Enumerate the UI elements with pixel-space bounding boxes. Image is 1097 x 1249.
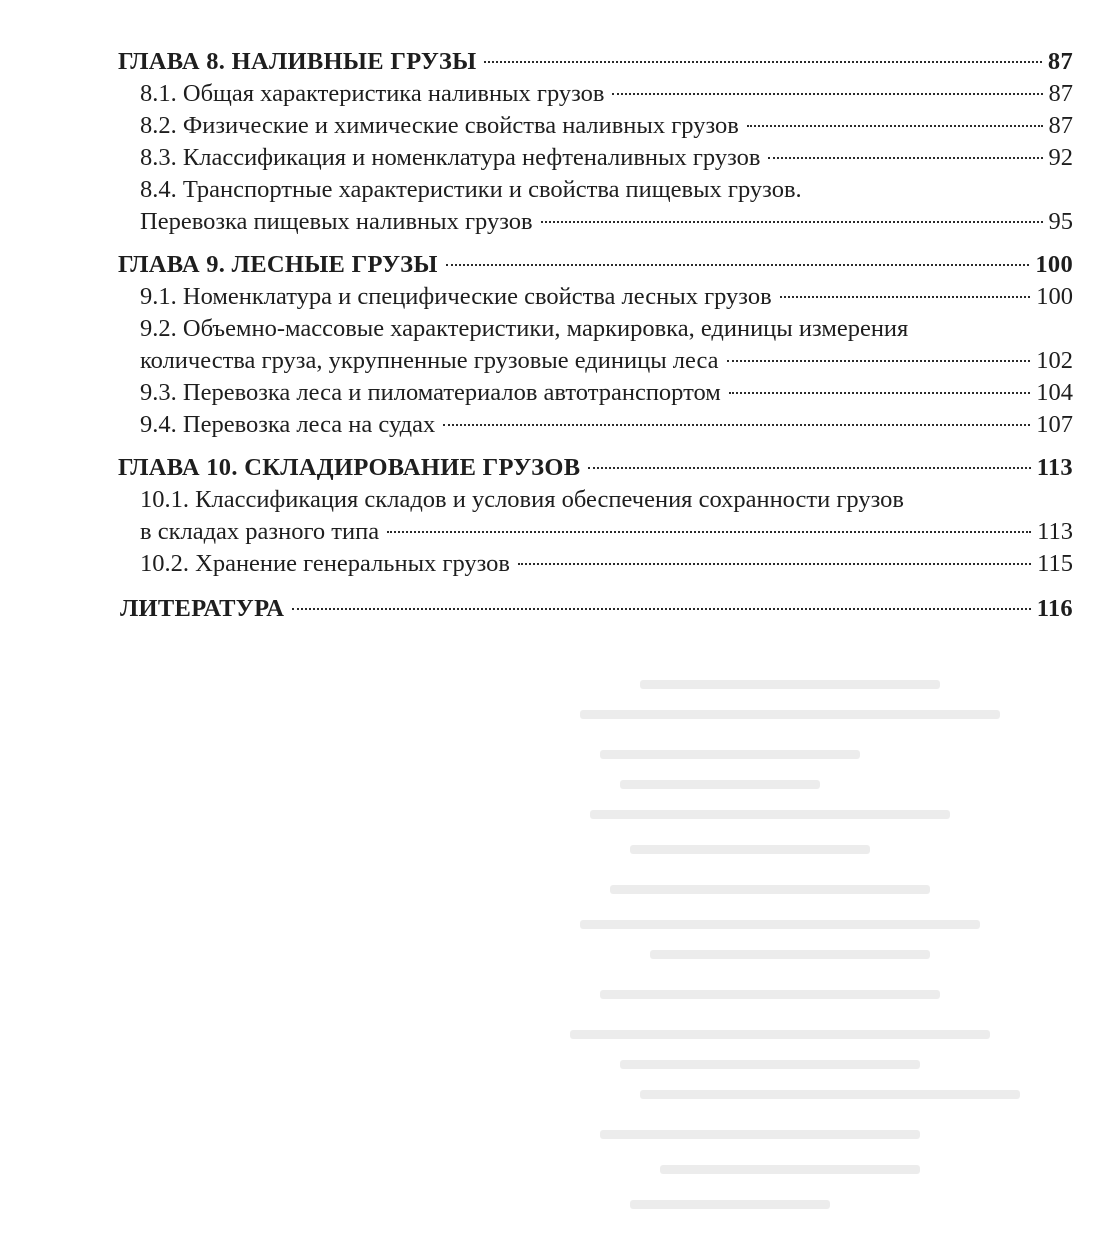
toc-entry-label: ГЛАВА 9. ЛЕСНЫЕ ГРУЗЫ xyxy=(118,251,438,278)
toc-entry-label: Перевозка пищевых наливных грузов xyxy=(140,208,533,235)
toc-entry-label: ГЛАВА 8. НАЛИВНЫЕ ГРУЗЫ xyxy=(118,48,477,75)
show-through-background xyxy=(560,650,1097,1249)
toc-entry-9-2-line1: 9.2. Объемно-массовые характеристики, маркировка, единицы измерения xyxy=(140,315,909,342)
toc-entry-9-3 xyxy=(140,378,1073,408)
toc-page-number: 115 xyxy=(1037,550,1073,577)
toc-page-number: 107 xyxy=(1036,411,1073,438)
dot-leader xyxy=(484,61,1041,63)
dot-leader xyxy=(443,424,1030,426)
dot-leader xyxy=(612,93,1042,95)
toc-page-number: 116 xyxy=(1036,595,1073,622)
dot-leader xyxy=(387,531,1031,533)
toc-entry-8-4-line1: 8.4. Транспортные характеристики и свойства пищевых грузов. xyxy=(140,176,802,203)
toc-page-number: 87 xyxy=(1048,112,1073,139)
toc-page-number: 104 xyxy=(1036,379,1073,406)
toc-entry-10-1 xyxy=(140,517,1073,547)
toc-entry-10-2 xyxy=(140,549,1073,579)
toc-entry-label: ГЛАВА 10. СКЛАДИРОВАНИЕ ГРУЗОВ xyxy=(118,454,581,481)
dot-leader xyxy=(588,467,1030,469)
toc-entry-chapter-9 xyxy=(118,250,1073,280)
dot-leader xyxy=(780,296,1031,298)
toc-entry-label: 8.3. Классификация и номенклатура нефтеналивных грузов xyxy=(140,144,761,171)
toc-entry-9-2 xyxy=(140,346,1073,376)
dot-leader xyxy=(729,392,1030,394)
toc-entry-9-1 xyxy=(140,282,1073,312)
toc-entry-label: 9.3. Перевозка леса и пиломатериалов автотранспортом xyxy=(140,379,721,406)
dot-leader xyxy=(768,157,1042,159)
toc-entry-8-4 xyxy=(140,207,1073,237)
toc-entry-label: количества груза, укрупненные грузовые единицы леса xyxy=(140,347,719,374)
toc-page-number: 102 xyxy=(1036,347,1073,374)
toc-page-number: 113 xyxy=(1036,454,1073,481)
dot-leader xyxy=(446,264,1030,266)
toc-entry-9-4 xyxy=(140,410,1073,440)
toc-page-number: 87 xyxy=(1047,48,1073,75)
dot-leader xyxy=(747,125,1043,127)
dot-leader xyxy=(727,360,1031,362)
toc-page-number: 95 xyxy=(1048,208,1073,235)
toc-entry-label: ЛИТЕРАТУРА xyxy=(120,595,285,622)
toc-entry-label: 8.2. Физические и химические свойства наливных грузов xyxy=(140,112,739,139)
toc-entry-literature xyxy=(120,594,1073,624)
toc-page-number: 100 xyxy=(1035,251,1073,278)
toc-entry-chapter-10 xyxy=(118,453,1073,483)
dot-leader xyxy=(518,563,1031,565)
toc-page-number: 92 xyxy=(1048,144,1073,171)
dot-leader xyxy=(292,608,1030,610)
toc-page-number: 113 xyxy=(1037,518,1073,545)
toc-entry-label: 9.1. Номенклатура и специфические свойства лесных грузов xyxy=(140,283,772,310)
toc-entry-label: в складах разного типа xyxy=(140,518,380,545)
toc-entry-label: 10.2. Хранение генеральных грузов xyxy=(140,550,511,577)
toc-entry-label: 9.4. Перевозка леса на судах xyxy=(140,411,436,438)
toc-entry-8-3 xyxy=(140,143,1073,173)
toc-entry-8-2 xyxy=(140,111,1073,141)
toc-page-number: 87 xyxy=(1048,80,1073,107)
toc-entry-label: 8.1. Общая характеристика наливных грузов xyxy=(140,80,605,107)
toc-page-number: 100 xyxy=(1036,283,1073,310)
toc-entry-chapter-8 xyxy=(118,47,1073,77)
toc-entry-8-1 xyxy=(140,79,1073,109)
toc-entry-10-1-line1: 10.1. Классификация складов и условия обеспечения сохранности грузов xyxy=(140,486,904,513)
dot-leader xyxy=(541,221,1043,223)
